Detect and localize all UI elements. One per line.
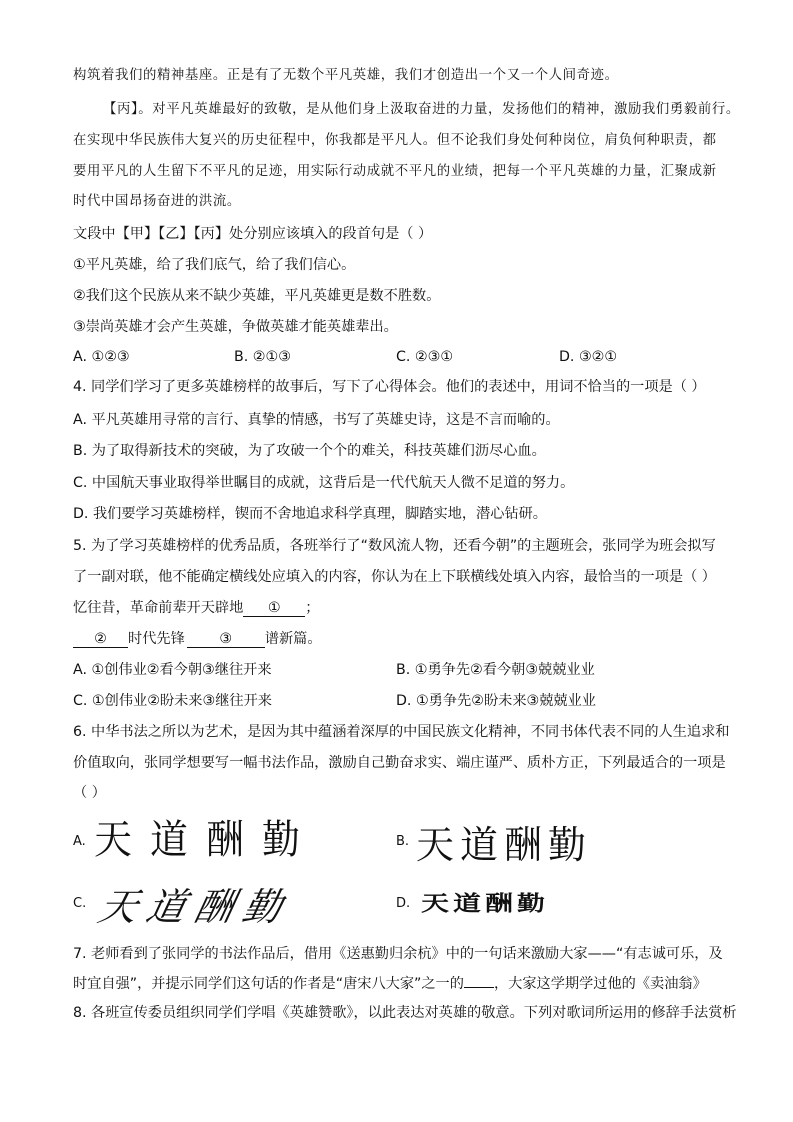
q5-option-a[interactable]: A. ①创伟业②看今朝③继往开来	[73, 662, 272, 678]
calligraphy-regular-script[interactable]: 天道酬勤	[416, 823, 593, 867]
q3-sentence-3: ③崇尚英雄才会产生英雄，争做英雄才能英雄辈出。	[73, 319, 398, 335]
question-3-stem: 文段中【甲】【乙】【丙】处分别应该填入的段首句是（ ）	[73, 226, 433, 242]
question-6-stem-line3: （ ）	[73, 785, 106, 801]
calligraphy-clerical-script[interactable]: 天道酬勤	[421, 890, 550, 916]
q6-option-c-label[interactable]: C.	[73, 896, 87, 911]
couplet-lower-mid: 时代先锋	[128, 631, 185, 647]
calligraphy-seal-script[interactable]: 天道酬勤	[94, 816, 319, 863]
passage-line: 构筑着我们的精神基座。正是有了无数个平凡英雄，我们才创造出一个又一个人间奇迹。	[73, 68, 619, 83]
couplet-upper-text: 忆往昔，革命前辈开天辟地	[73, 600, 244, 616]
question-7-line2	[73, 974, 707, 994]
q6-option-b-label[interactable]: B.	[396, 834, 410, 849]
couplet-lower	[73, 629, 322, 649]
q5-option-b[interactable]: B. ①勇争先②看今朝③兢兢业业	[396, 662, 595, 678]
question-6-stem-line2: 价值取向，张同学想要写一幅书法作品，激励自己勤奋求实、端庄谨严、质朴方正，下列最适合的一项是	[73, 755, 726, 771]
passage-line: 时代中国昂扬奋进的洪流。	[73, 194, 241, 209]
blank-1: ①	[243, 600, 305, 617]
q7-answer-blank[interactable]	[464, 987, 494, 988]
q3-sentence-1: ①平凡英雄，给了我们底气，给了我们信心。	[73, 257, 356, 273]
q4-option-b[interactable]: B. 为了取得新技术的突破，为了攻破一个个的难关，科技英雄们沥尽心血。	[73, 443, 546, 459]
question-8-line1: 8. 各班宣传委员组织同学们学唱《英雄赞歌》，以此表达对英雄的敬意。下列对歌词所运用的修辞手法赏析	[73, 1005, 737, 1021]
question-6-stem-line1: 6. 中华书法之所以为艺术，是因为其中蕴涵着深厚的中国民族文化精神，不同书体代表不同的人生追求和	[73, 724, 730, 740]
q6-option-a-label[interactable]: A.	[73, 834, 86, 849]
blank-3: ③	[187, 631, 265, 648]
passage-line: 在实现中华民族伟大复兴的历史征程中，你我都是平凡人。但不论我们身处何种岗位，肩负何种职责，都	[73, 133, 717, 148]
calligraphy-cursive-script[interactable]: 天道酬勤	[94, 885, 296, 929]
question-4-stem: 4. 同学们学习了更多英雄榜样的故事后，写下了心得体会。他们的表述中，用词不恰当的一项是（ ）	[73, 379, 706, 395]
q7-text-before-blank: 时宜自强”，并提示同学们这句话的作者是“唐宋八大家”之一的	[73, 976, 464, 992]
q3-option-c[interactable]: C. ②③①	[396, 349, 454, 365]
q5-option-d[interactable]: D. ①勇争先②盼未来③兢兢业业	[396, 693, 596, 709]
q3-sentence-2: ②我们这个民族从来不缺少英雄，平凡英雄更是数不胜数。	[73, 288, 441, 304]
q3-option-d[interactable]: D. ③②①	[559, 349, 618, 365]
couplet-upper-end: ；	[305, 600, 320, 616]
q3-option-a[interactable]: A. ①②③	[73, 349, 130, 365]
question-5-stem-line2: 了一副对联，他不能确定横线处应填入的内容，你认为在上下联横线处填入内容，最恰当的一项是（ ）	[73, 569, 716, 585]
couplet-upper	[73, 598, 319, 618]
blank-2: ②	[73, 631, 128, 648]
q4-option-a[interactable]: A. 平凡英雄用寻常的言行、真挚的情感，书写了英雄史诗，这是不言而喻的。	[73, 412, 560, 428]
q4-option-c[interactable]: C. 中国航天事业取得举世瞩目的成就，这背后是一代代航天人微不足道的努力。	[73, 475, 575, 491]
question-5-stem-line1: 5. 为了学习英雄榜样的优秀品质，各班举行了“数风流人物，还看今朝”的主题班会，张同学为班会拟写	[73, 538, 716, 554]
q3-option-b[interactable]: B. ②①③	[234, 349, 291, 365]
couplet-lower-end: 谱新篇。	[264, 631, 322, 647]
passage-line: 【丙】。对平凡英雄最好的致敬，是从他们身上汲取奋进的力量，发扬他们的精神，激励我们勇毅前行。	[103, 102, 740, 117]
q7-text-after-blank: ，大家这学期学过他的《卖油翁》	[493, 976, 707, 992]
q5-option-c[interactable]: C. ①创伟业②盼未来③继往开来	[73, 693, 272, 709]
question-7-line1: 7. 老师看到了张同学的书法作品后，借用《送惠勤归余杭》中的一句话来激励大家——“有志诚可乐，及	[73, 946, 723, 962]
q4-option-d[interactable]: D. 我们要学习英雄榜样，锲而不舍地追求科学真理，脚踏实地，潜心钻研。	[73, 506, 547, 522]
passage-line: 要用平凡的人生留下不平凡的足迹，用实际行动成就不平凡的业绩，把每一个平凡英雄的力量，汇聚成新	[73, 164, 717, 179]
q6-option-d-label[interactable]: D.	[396, 896, 411, 911]
